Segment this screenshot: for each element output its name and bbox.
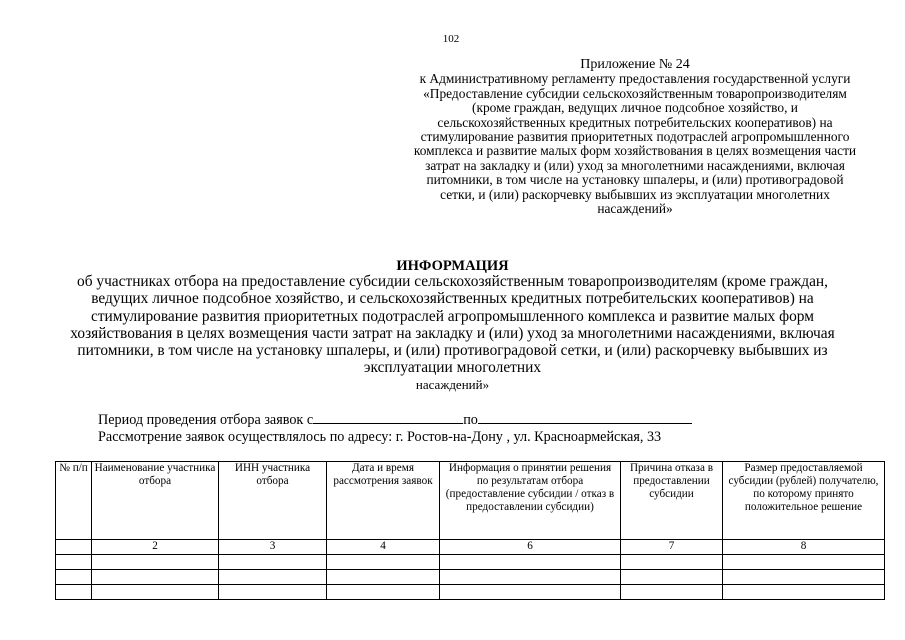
table-cell — [219, 585, 327, 600]
table-cell — [723, 570, 885, 585]
appendix-reference — [408, 58, 862, 216]
document-heading: ИНФОРМАЦИЯ — [396, 258, 509, 274]
table-row — [56, 555, 885, 570]
period-to-label: по — [463, 412, 478, 428]
header-inn: ИНН участника отбора — [219, 462, 327, 540]
header-number: № п/п — [56, 462, 92, 540]
column-number-cell — [56, 540, 92, 555]
column-number-cell: 7 — [621, 540, 723, 555]
appendix-title: Приложение № 24 — [580, 57, 690, 72]
table-header-row — [56, 462, 885, 540]
table-cell — [56, 555, 92, 570]
table-cell — [327, 570, 440, 585]
table-row — [56, 540, 885, 555]
participants-table — [55, 461, 885, 600]
document-subtitle — [48, 273, 857, 392]
table-cell — [92, 555, 219, 570]
header-participant-name: Наименование участника отбора — [92, 462, 219, 540]
table-cell — [92, 570, 219, 585]
table-row — [56, 570, 885, 585]
subtitle-text: об участниках отбора на предоставление субсидии сельскохозяйственным товаропроизводителям (кроме граждан, ведущих личное подсобное хозяйство, и сельскохозяйственных кредитных потребительских кооперативов) на стимулирование развития приоритетных подотраслей агропромышленного комплекса и развитие малых форм хозяйствования в целях возмещения части затрат на закладку и (или) уход за многолетними насаждениями, включая питомники, в том числе на установку шпалеры, и (или) противоградовой сетки, и (или) раскорчевку выбывших из эксплуатации многолетних — [70, 273, 835, 377]
table-cell — [219, 570, 327, 585]
table-cell — [621, 570, 723, 585]
column-number-cell: 3 — [219, 540, 327, 555]
period-label: Период проведения отбора заявок с — [98, 412, 314, 428]
column-number-cell: 4 — [327, 540, 440, 555]
table-cell — [440, 555, 621, 570]
table-cell — [327, 585, 440, 600]
table-cell — [327, 555, 440, 570]
column-number-cell: 6 — [440, 540, 621, 555]
period-start-blank — [313, 410, 463, 424]
header-subsidy-amount: Размер предоставляемой субсидии (рублей) получателю, по которому принято положительное решение — [723, 462, 885, 540]
table-cell — [621, 555, 723, 570]
header-refusal-reason: Причина отказа в предоставлении субсидии — [621, 462, 723, 540]
table-cell — [56, 585, 92, 600]
header-review-datetime: Дата и время рассмотрения заявок — [327, 462, 440, 540]
table-cell — [56, 570, 92, 585]
table-row — [56, 585, 885, 600]
table-cell — [219, 555, 327, 570]
subtitle-tail: насаждений» — [415, 376, 490, 392]
appendix-body: к Административному регламенту предоставления государственной услуги «Предоставление субсидии сельскохозяйственным товаропроизводителям (кроме граждан, ведущих личное подсобное хозяйство, и сельскохозяйственных кредитных потребительских кооперативов) на стимулирование развития приоритетных подотраслей агропромышленного комплекса и развитие малых форм хозяйствования в целях возмещения части затрат на закладку и (или) уход за многолетними насаждениями, включая питомники, в том числе на установку шпалеры, и (или) противоградовой сетки, и (или) раскорчевку выбывших из эксплуатации многолетних насаждений» — [413, 71, 857, 217]
table-cell — [440, 585, 621, 600]
table-cell — [92, 585, 219, 600]
selection-period-line — [98, 410, 692, 429]
period-end-blank — [478, 410, 692, 424]
table-cell — [440, 570, 621, 585]
column-number-cell: 8 — [723, 540, 885, 555]
table-cell — [621, 585, 723, 600]
column-number-cell: 2 — [92, 540, 219, 555]
table-cell — [723, 555, 885, 570]
review-address-line: Рассмотрение заявок осуществлялось по адресу: г. Ростов-на-Дону , ул. Красноармейская, 33 — [98, 429, 662, 445]
header-decision-info: Информация о принятии решения по результатам отбора (предоставление субсидии / отказ в предоставлении субсидии) — [440, 462, 621, 540]
page-number: 102 — [442, 33, 460, 45]
table-cell — [723, 585, 885, 600]
